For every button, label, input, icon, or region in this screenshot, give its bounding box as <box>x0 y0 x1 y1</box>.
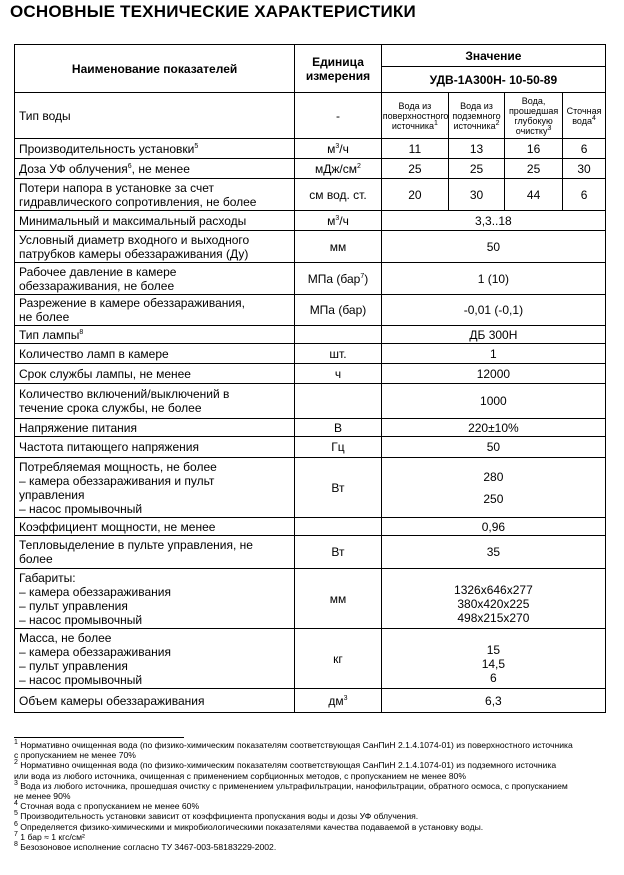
table-row <box>15 437 606 458</box>
row-name: Масса, не более – камера обеззараживания – пульт управления – насос промывочный <box>15 629 295 689</box>
table-row <box>15 364 606 384</box>
table-row <box>15 326 606 344</box>
table-row <box>15 344 606 364</box>
page-title: ОСНОВНЫЕ ТЕХНИЧЕСКИЕ ХАРАКТЕРИСТИКИ <box>10 2 416 21</box>
header-unit: Единица измерения <box>295 45 382 93</box>
table-row <box>15 231 606 263</box>
row-name: Рабочее давление в камере обеззараживания, не более <box>15 263 295 295</box>
row-value: 50 <box>381 437 605 458</box>
row-unit: МПа (бар$^7$) <box>295 263 382 295</box>
row-value: 11 <box>381 139 448 159</box>
footnote: $^4$ Сточная вода с пропусканием не менее 60% <box>14 800 200 812</box>
table-row <box>15 458 606 518</box>
footnote: $^3$ Вода из любого источника, прошедшая очистку с применением ультрафильтрации, нанофильтрации, обратного осмоса, с пропусканием <box>14 779 568 791</box>
row-unit <box>295 384 382 419</box>
table-row <box>15 629 606 689</box>
water-type-cell: Вода из поверхностного источника$^1$ <box>381 93 448 139</box>
row-name: Тип воды <box>15 93 295 139</box>
header-model: УДВ-1А300Н- 10-50-89 <box>381 67 605 93</box>
row-value: 20 <box>381 179 448 211</box>
row-value: 35 <box>381 536 605 569</box>
row-value: 3,3..18 <box>381 211 605 231</box>
table-row <box>15 569 606 629</box>
row-value: 13 <box>449 139 505 159</box>
row-value: 6 <box>563 179 606 211</box>
row-unit: Гц <box>295 437 382 458</box>
row-unit: Вт <box>295 458 382 518</box>
row-value: 50 <box>381 231 605 263</box>
row-name: Объем камеры обеззараживания <box>15 689 295 713</box>
row-name: Напряжение питания <box>15 419 295 437</box>
table-row <box>15 536 606 569</box>
row-value: 6,3 <box>381 689 605 713</box>
row-name: Производительность установки$^5$ <box>15 139 295 159</box>
footnote: $^6$ Определяется физико-химическими и микробиологическими показателями качества подаваемой в установку воды. <box>14 820 484 832</box>
row-value: 6 <box>563 139 606 159</box>
footnote: $^1$ Нормативно очищенная вода (по физико-химическим показателям соответствующая СанПиН 2.1.4.1074-01) из поверхностного источника <box>14 739 573 750</box>
row-unit: кг <box>295 629 382 689</box>
table-row <box>15 93 606 139</box>
row-name: Коэффициент мощности, не менее <box>15 518 295 536</box>
table-row <box>15 295 606 326</box>
row-value: 280 250 <box>381 458 605 518</box>
spec-table <box>14 44 606 713</box>
row-value: 30 <box>449 179 505 211</box>
footnote-continuation: не менее 90% <box>14 791 71 802</box>
row-name: Потребляемая мощность, не более – камера обеззараживания и пульт управления – насос промывочный <box>15 458 295 518</box>
footnote: $^8$ Безозоновое исполнение согласно ТУ 3467-003-58183229-2002. <box>14 841 277 853</box>
footnote: $^7$ 1 бар ≈ 1 кгс/см² <box>14 830 85 842</box>
row-unit: - <box>295 93 382 139</box>
row-value: 44 <box>505 179 563 211</box>
table-row <box>15 263 606 295</box>
row-value: ДБ 300Н <box>381 326 605 344</box>
row-unit: мДж/$см^2$ <box>295 159 382 179</box>
row-value: 1326x646x277 380x420x225 498x215x270 <box>381 569 605 629</box>
footnote: $^5$ Производительность установки зависит от коэффициента пропускания воды и дозы УФ облучения. <box>14 810 419 822</box>
row-value: -0,01 (-0,1) <box>381 295 605 326</box>
footnotes <box>14 740 624 852</box>
row-unit: мм <box>295 231 382 263</box>
row-value: 1000 <box>381 384 605 419</box>
table-row <box>15 159 606 179</box>
row-name: Тепловыделение в пульте управления, не более <box>15 536 295 569</box>
table-row <box>15 139 606 159</box>
row-unit: см вод. ст. <box>295 179 382 211</box>
row-name: Количество ламп в камере <box>15 344 295 364</box>
table-row <box>15 384 606 419</box>
row-value: 25 <box>449 159 505 179</box>
footnote-continuation: или вода из любого источника, очищенная с применением сорбционных методов, с пропусканием не менее 80% <box>14 770 466 781</box>
row-unit <box>295 518 382 536</box>
row-value: 16 <box>505 139 563 159</box>
footnote-continuation: с пропусканием не менее 70% <box>14 750 136 761</box>
row-name: Габариты: – камера обеззараживания – пульт управления – насос промывочный <box>15 569 295 629</box>
row-unit: $м^3/ч$ <box>295 211 382 231</box>
row-unit: шт. <box>295 344 382 364</box>
row-value: 12000 <box>381 364 605 384</box>
row-name: Частота питающего напряжения <box>15 437 295 458</box>
row-unit: В <box>295 419 382 437</box>
row-unit: ч <box>295 364 382 384</box>
row-name: Срок службы лампы, не менее <box>15 364 295 384</box>
header-value: Значение <box>381 45 605 67</box>
row-name: Разрежение в камере обеззараживания, не более <box>15 295 295 326</box>
row-name: Потери напора в установке за счет гидравлического сопротивления, не более <box>15 179 295 211</box>
row-value: 15 14,5 6 <box>381 629 605 689</box>
row-value: 220±10% <box>381 419 605 437</box>
row-unit: мм <box>295 569 382 629</box>
row-name: Тип лампы$^8$ <box>15 326 295 344</box>
header-name: Наименование показателей <box>15 45 295 93</box>
row-unit: $м^3/ч$ <box>295 139 382 159</box>
water-type-cell: Вода, прошедшая глубокую очистку$^3$ <box>505 93 563 139</box>
row-unit: $дм^3$ <box>295 689 382 713</box>
water-type-cell: Сточная вода$^4$ <box>563 93 606 139</box>
row-unit: МПа (бар) <box>295 295 382 326</box>
row-name: Условный диаметр входного и выходного патрубков камеры обеззараживания (Ду) <box>15 231 295 263</box>
row-value: 25 <box>381 159 448 179</box>
table-row <box>15 419 606 437</box>
row-value: 1 <box>381 344 605 364</box>
row-value: 0,96 <box>381 518 605 536</box>
row-value: 30 <box>563 159 606 179</box>
footnote-divider <box>14 737 184 738</box>
row-value: 1 (10) <box>381 263 605 295</box>
table-row <box>15 689 606 713</box>
table-row <box>15 211 606 231</box>
row-name: Количество включений/выключений в течение срока службы, не более <box>15 384 295 419</box>
row-unit: Вт <box>295 536 382 569</box>
row-unit <box>295 326 382 344</box>
table-row <box>15 179 606 211</box>
row-value: 25 <box>505 159 563 179</box>
water-type-cell: Вода из подземного источника$^2$ <box>449 93 505 139</box>
table-row <box>15 518 606 536</box>
footnote: $^2$ Нормативно очищенная вода (по физико-химическим показателям соответствующая СанПиН 2.1.4.1074-01) из подземного источника <box>14 759 557 771</box>
row-name: Минимальный и максимальный расходы <box>15 211 295 231</box>
row-name: Доза УФ облучения$^6$, не менее <box>15 159 295 179</box>
